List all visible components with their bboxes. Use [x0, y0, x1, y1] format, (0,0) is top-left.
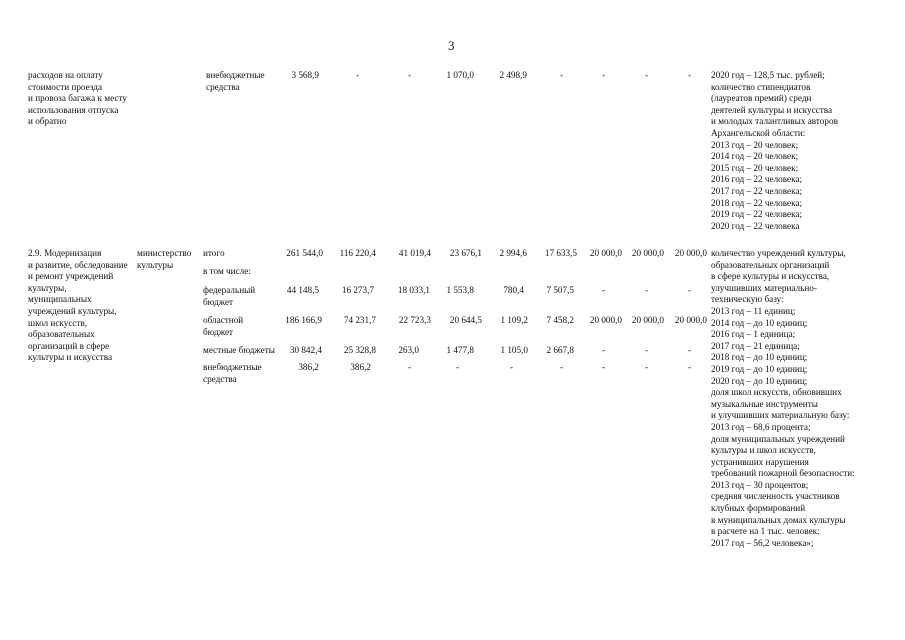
- federal-value: -: [644, 285, 648, 295]
- row1-value: -: [559, 70, 563, 80]
- row2-activity-name: 2.9. Модернизация и развитие, обследование и ремонт учреждений культуры, муниципальных учреждений культуры, школ искусств, образовательных организаций в сфере культуры и искусства: [28, 248, 128, 363]
- regional-value: 1 109,2: [500, 315, 528, 325]
- row2-federal-label: федеральный бюджет: [203, 285, 256, 307]
- row2-local-label: местные бюджеты: [203, 345, 275, 355]
- row1-value: 3 568,9: [291, 70, 319, 80]
- local-value: 263,0: [398, 345, 419, 355]
- regional-value: 7 458,2: [546, 315, 574, 325]
- row1-funding-source: внебюджетные средства: [206, 70, 265, 92]
- extra-value: 386,2: [350, 362, 371, 372]
- row2-extra-label: внебюджетные средства: [203, 362, 262, 384]
- extra-value: -: [509, 362, 513, 372]
- extra-value: 386,2: [298, 362, 319, 372]
- local-value: -: [687, 345, 691, 355]
- regional-value: 20 000,0: [674, 315, 707, 325]
- extra-value: -: [601, 362, 605, 372]
- itogo-value: 261 544,0: [286, 248, 323, 258]
- row2-itogo-label: итого: [203, 248, 225, 258]
- row2-including-label: в том числе:: [203, 266, 251, 276]
- local-value: -: [601, 345, 605, 355]
- row1-activity-name: расходов на оплату стоимости проезда и провоза багажа к месту использования отпуска и обратно: [28, 70, 127, 127]
- itogo-value: 17 633,5: [544, 248, 577, 258]
- row1-expected-result: 2020 год – 128,5 тыс. рублей; количество стипендиатов (лауреатов премий) среди деятелей культуры и искусства и молодых талантливых авторов Архангельской области: 2013 год – 20 человек; 2014 год – 20 человек; 2015 год – 20 человек; 2016 год – 22 человека; 2017 год – 22 человека; 2018 год – 22 человека; 2019 год – 22 человека; 2020 год – 22 человека: [711, 70, 838, 231]
- federal-value: -: [601, 285, 605, 295]
- local-value: 30 842,4: [289, 345, 322, 355]
- row2-executor: министерство культуры: [137, 248, 192, 270]
- local-value: -: [644, 345, 648, 355]
- row1-value: 1 070,0: [446, 70, 474, 80]
- regional-value: 22 723,3: [398, 315, 431, 325]
- itogo-value: 20 000,0: [589, 248, 622, 258]
- regional-value: 20 000,0: [631, 315, 664, 325]
- row1-value: -: [355, 70, 359, 80]
- row1-value: -: [407, 70, 411, 80]
- local-value: 1 105,0: [500, 345, 528, 355]
- itogo-value: 23 676,1: [449, 248, 482, 258]
- itogo-value: 2 994,6: [499, 248, 527, 258]
- extra-value: -: [644, 362, 648, 372]
- federal-value: 780,4: [503, 285, 524, 295]
- row1-value: -: [601, 70, 605, 80]
- federal-value: 44 148,5: [286, 285, 319, 295]
- itogo-value: 20 000,0: [631, 248, 664, 258]
- regional-value: 186 166,9: [285, 315, 322, 325]
- page-number: 3: [448, 38, 455, 53]
- extra-value: -: [455, 362, 459, 372]
- federal-value: 1 553,8: [446, 285, 474, 295]
- itogo-value: 41 019,4: [398, 248, 431, 258]
- regional-value: 74 231,7: [343, 315, 376, 325]
- row1-value: 2 498,9: [499, 70, 527, 80]
- extra-value: -: [559, 362, 563, 372]
- extra-value: -: [407, 362, 411, 372]
- local-value: 1 477,8: [446, 345, 474, 355]
- itogo-value: 116 220,4: [339, 248, 376, 258]
- federal-value: 18 033,1: [397, 285, 430, 295]
- federal-value: -: [687, 285, 691, 295]
- row2-expected-result: количество учреждений культуры, образовательных организаций в сфере культуры и искусства, улучшивших материально- техническую базу: 2013 год – 11 единиц; 2014 год – до 10 единиц; 2016 год – 1 единица; 2017 год – 21 единица; 2018 год – до 10 единиц; 2019 год – до 10 единиц; 2020 год – до 10 единиц; доля школ искусств, обновивших музыкальные инструменты и улучшивших материальную базу: 2013 год – 68,6 процента; доля муниципальных учреждений культуры и школ искусств, устранивших нарушения требований пожарной безопасности: 2013 год – 30 процентов; средняя численность участников клубных формирований в муниципальных домах культуры в расчете на 1 тыс. человек: 2017 год – 56,2 человека»;: [711, 248, 855, 548]
- row2-regional-label: областной бюджет: [203, 315, 244, 337]
- regional-value: 20 644,5: [449, 315, 482, 325]
- row1-value: -: [644, 70, 648, 80]
- federal-value: 7 507,5: [546, 285, 574, 295]
- local-value: 25 328,8: [343, 345, 376, 355]
- extra-value: -: [687, 362, 691, 372]
- regional-value: 20 000,0: [589, 315, 622, 325]
- federal-value: 16 273,7: [341, 285, 374, 295]
- row1-value: -: [687, 70, 691, 80]
- local-value: 2 667,8: [546, 345, 574, 355]
- itogo-value: 20 000,0: [674, 248, 707, 258]
